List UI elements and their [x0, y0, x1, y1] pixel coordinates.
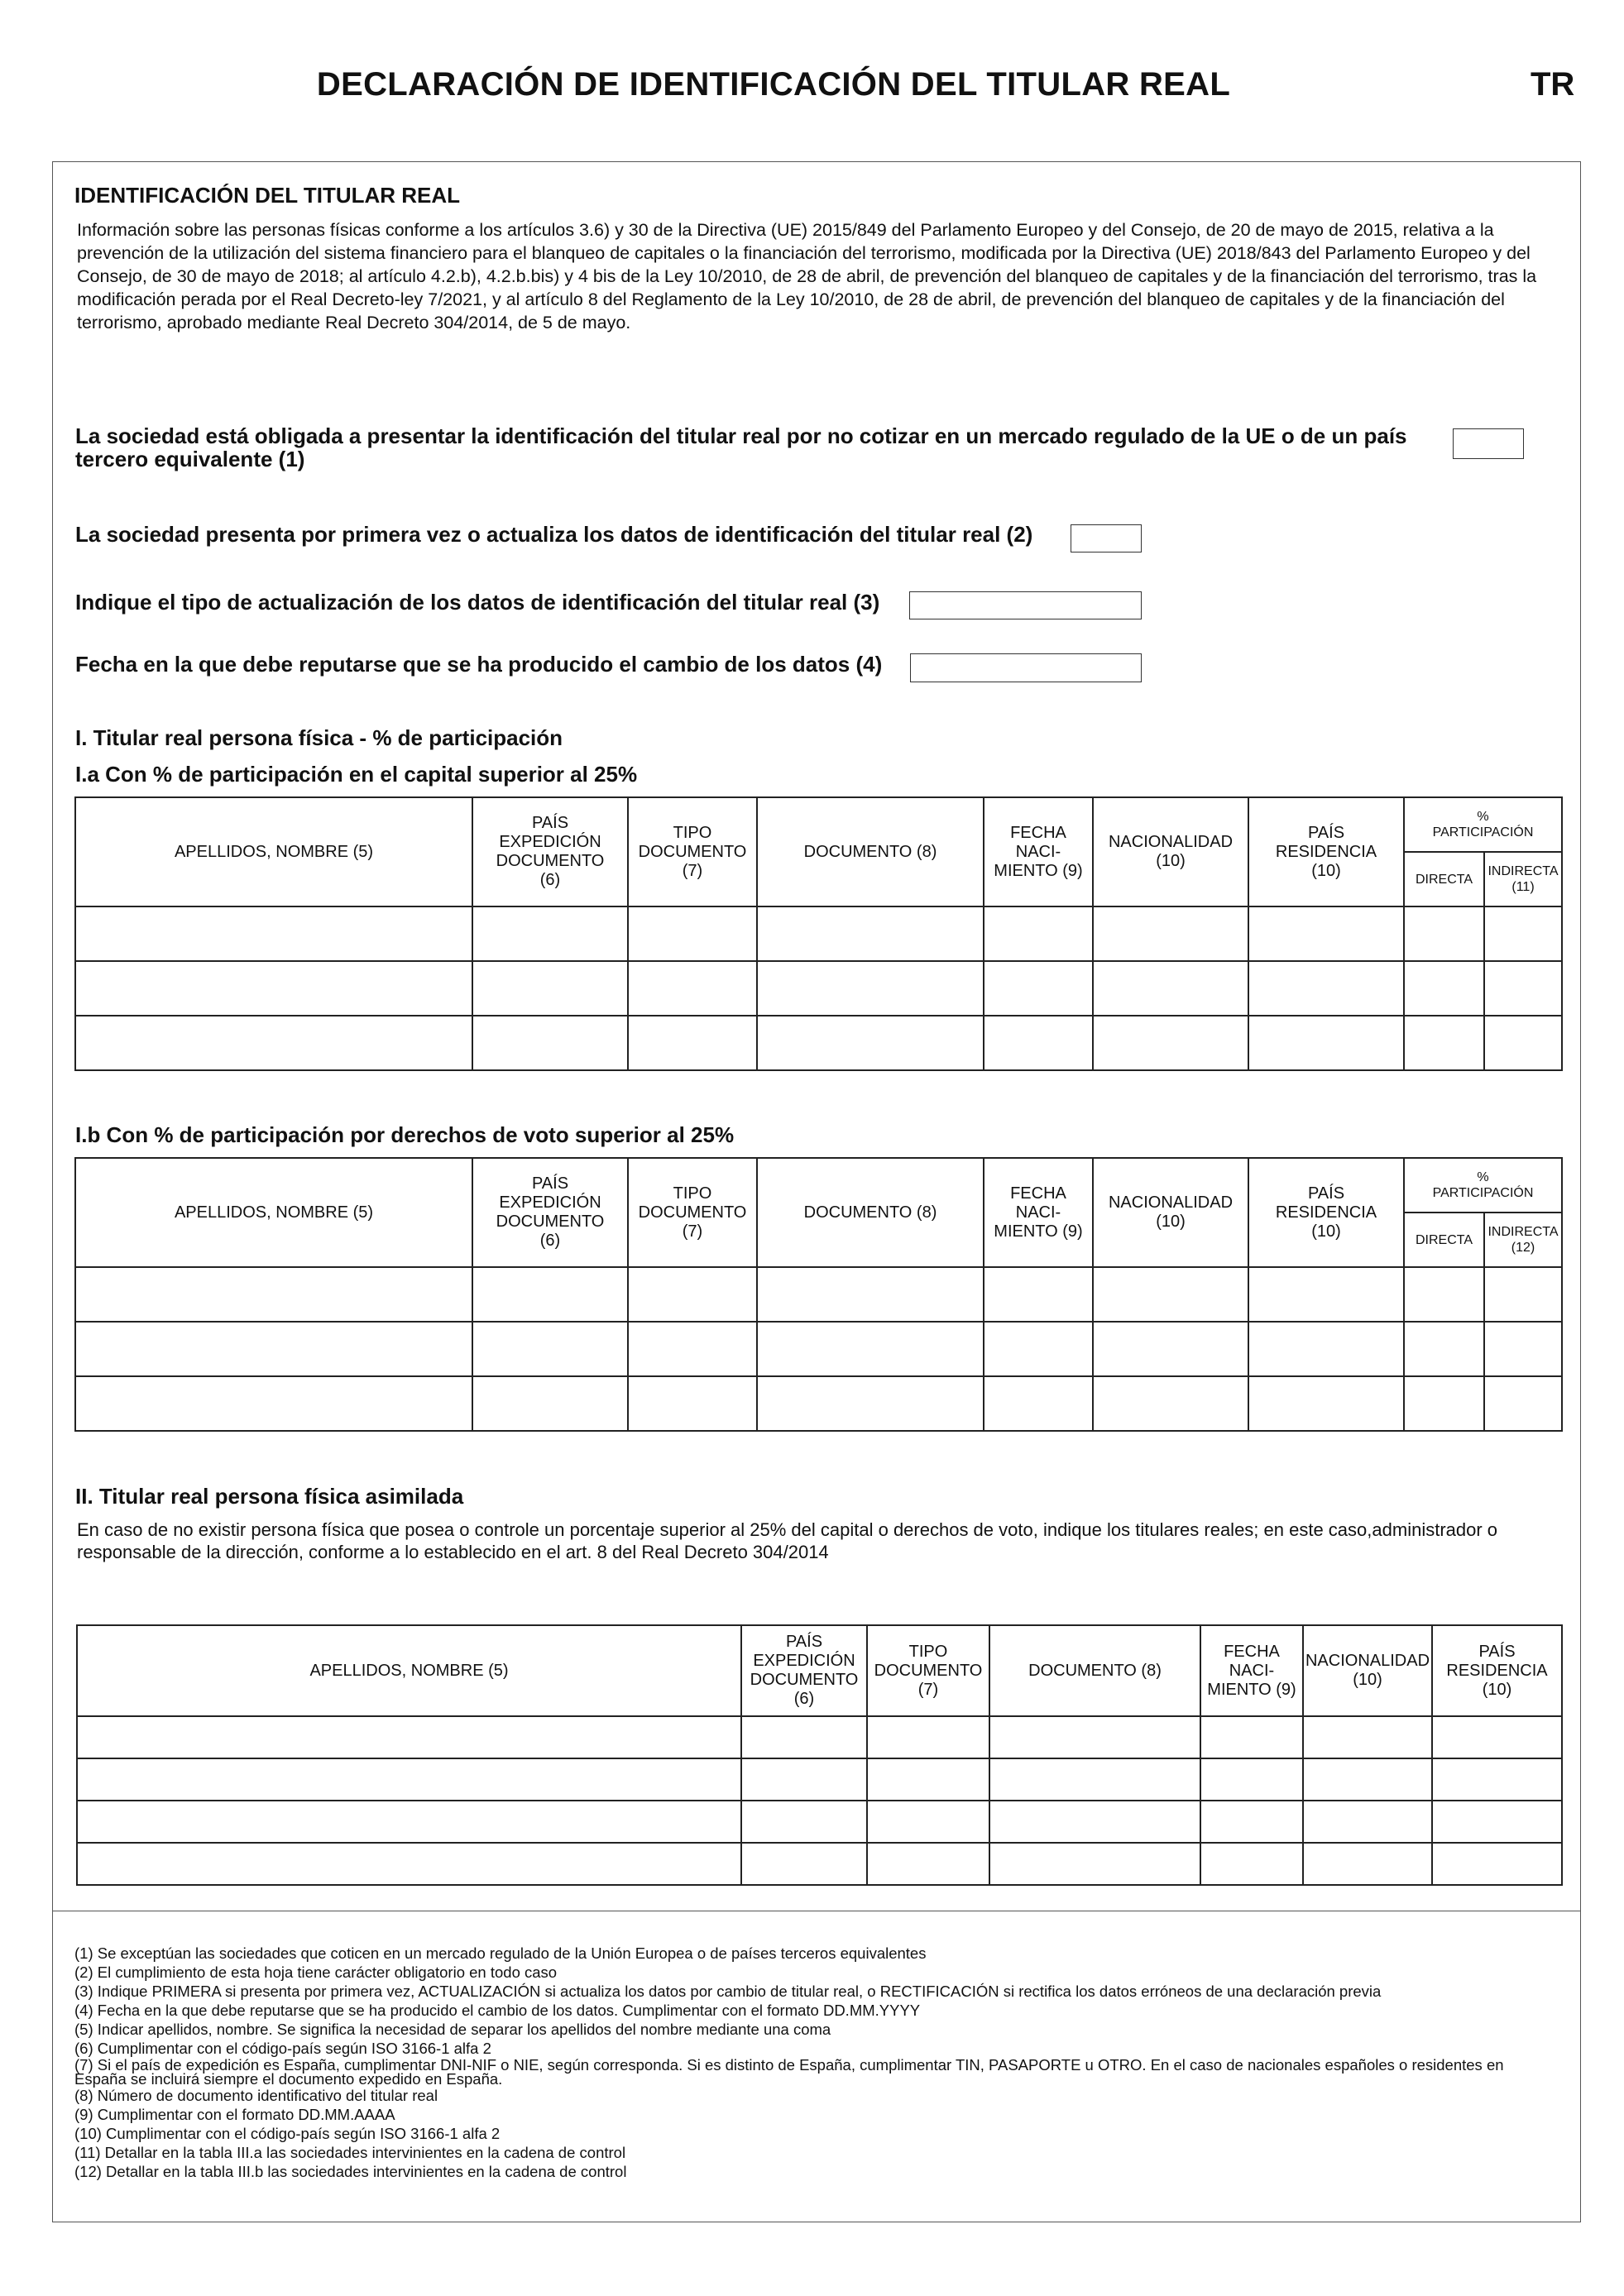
table-row[interactable]: [77, 1801, 1562, 1843]
question-1: La sociedad está obligada a presentar la identificación del titular real por no cotizar en un mercado regulado de la UE o de un país tercero equivalente (1): [75, 423, 1407, 471]
col-documento: DOCUMENTO (8): [757, 1158, 984, 1267]
intro-text: Información sobre las personas físicas conforme a los artículos 3.6) y 30 de la Directiva (UE) 2015/849 del Parlamento Europeo y del Consejo, de 20 de mayo de 2015, relativa a la prevención de la utilización del sistema financiero para el blanqueo de capitales o la financiación del terrorismo, modificada por la Directiva (UE) 2018/843 del Parlamento Europeo y del Consejo, de 30 de mayo de 2018; al artículo 4.2.b), 4.2.b.bis) y 4 bis de la Ley 10/2010, de 28 de abril, de prevención del blanqueo de capitales y de la financiación del terrorismo, tras la modificación perada por el Real Decreto-ley 7/2021, y al artículo 8 del Reglamento de la Ley 10/2010, de 28 de abril, de prevención del blanqueo de capitales y de la financiación del terrorismo, aprobado mediante Real Decreto 304/2014, de 5 de mayo.: [77, 220, 1537, 332]
table-ia: [74, 796, 1563, 1071]
footnote: (5) Indicar apellidos, nombre. Se significa la necesidad de separar los apellidos del nombre mediante una coma: [74, 2021, 831, 2038]
col-fecha-nacimiento: FECHA NACI- MIENTO (9): [1200, 1625, 1303, 1716]
col-apellidos: APELLIDOS, NOMBRE (5): [77, 1625, 741, 1716]
question-1-input[interactable]: [1453, 428, 1524, 459]
col-tipo-documento: TIPO DOCUMENTO (7): [628, 1158, 757, 1267]
section-ib-title: I.b Con % de participación por derechos de voto superior al 25%: [75, 1122, 735, 1147]
question-4: Fecha en la que debe reputarse que se ha producido el cambio de los datos (4): [75, 652, 883, 677]
footnote: (2) El cumplimiento de esta hoja tiene carácter obligatorio en todo caso: [74, 1964, 558, 1981]
footnote: (11) Detallar en la tabla III.a las sociedades intervinientes en la cadena de control: [74, 2144, 626, 2161]
table-row[interactable]: [77, 1843, 1562, 1885]
document-code: TR: [1531, 66, 1575, 103]
section-ii-text: En caso de no existir persona física que posea o controle un porcentaje superior al 25% del capital o derechos de voto, indique los titulares reales; en este caso,administrador o responsable de la dirección, conforme a lo establecido en el art. 8 del Real Decreto 304/2014: [77, 1519, 1498, 1562]
footnote: (9) Cumplimentar con el formato DD.MM.AAAA: [74, 2106, 395, 2123]
col-tipo-documento: TIPO DOCUMENTO (7): [867, 1625, 989, 1716]
question-3: Indique el tipo de actualización de los datos de identificación del titular real (3): [75, 590, 880, 615]
table-ib: [74, 1157, 1563, 1432]
col-documento: DOCUMENTO (8): [757, 797, 984, 906]
col-pais-residencia: PAÍS RESIDENCIA (10): [1432, 1625, 1562, 1716]
footnote: (6) Cumplimentar con el código-país según ISO 3166-1 alfa 2: [74, 2040, 491, 2057]
col-indirecta: INDIRECTA (11): [1484, 852, 1562, 906]
col-pais-residencia: PAÍS RESIDENCIA (10): [1248, 797, 1404, 906]
col-fecha-nacimiento: FECHA NACI- MIENTO (9): [984, 1158, 1093, 1267]
footnote: (3) Indique PRIMERA si presenta por primera vez, ACTUALIZACIÓN si actualiza los datos por cambio de titular real, o RECTIFICACIÓN si rectifica los datos erróneos de una declaración previa: [74, 1983, 1382, 2000]
section-i-title: I. Titular real persona física - % de participación: [75, 725, 563, 750]
col-nacionalidad: NACIONALIDAD (10): [1303, 1625, 1432, 1716]
table-row[interactable]: [75, 1376, 1562, 1431]
col-nacionalidad: NACIONALIDAD (10): [1093, 797, 1248, 906]
question-2-input[interactable]: [1071, 524, 1142, 552]
document-title: DECLARACIÓN DE IDENTIFICACIÓN DEL TITULAR REAL: [316, 66, 1231, 103]
table-row[interactable]: [77, 1716, 1562, 1758]
footnote: (7) Si el país de expedición es España, cumplimentar DNI-NIF o NIE, según corresponda. Si es distinto de España, cumplimentar TIN, PASAPORTE u OTRO. En el caso de nacionales españoles o residentes en España se incluirá siempre el documento expedido en España.: [74, 2056, 1504, 2088]
col-apellidos: APELLIDOS, NOMBRE (5): [75, 797, 472, 906]
section-ii-title: II. Titular real persona física asimilada: [75, 1484, 464, 1509]
table-row[interactable]: [75, 1267, 1562, 1322]
question-3-input[interactable]: [909, 591, 1142, 619]
col-pais-residencia: PAÍS RESIDENCIA (10): [1248, 1158, 1404, 1267]
col-participacion: % PARTICIPACIÓN: [1404, 1158, 1562, 1213]
footnote: (12) Detallar en la tabla III.b las sociedades intervinientes en la cadena de control: [74, 2163, 627, 2180]
table-row[interactable]: [75, 1322, 1562, 1376]
section-ia-title: I.a Con % de participación en el capital superior al 25%: [75, 762, 638, 787]
footnote: (10) Cumplimentar con el código-país según ISO 3166-1 alfa 2: [74, 2125, 501, 2142]
footnote: (8) Número de documento identificativo del titular real: [74, 2087, 438, 2104]
col-fecha-nacimiento: FECHA NACI- MIENTO (9): [984, 797, 1093, 906]
footnotes: [74, 1944, 1564, 2181]
col-tipo-documento: TIPO DOCUMENTO (7): [628, 797, 757, 906]
table-row[interactable]: [75, 1016, 1562, 1070]
col-apellidos: APELLIDOS, NOMBRE (5): [75, 1158, 472, 1267]
col-participacion: % PARTICIPACIÓN: [1404, 797, 1562, 852]
table-ii: [76, 1624, 1563, 1886]
question-4-input[interactable]: [910, 653, 1142, 682]
col-documento: DOCUMENTO (8): [989, 1625, 1200, 1716]
table-row[interactable]: [77, 1758, 1562, 1801]
footnote: (1) Se exceptúan las sociedades que coticen en un mercado regulado de la Unión Europea o de países terceros equivalentes: [74, 1944, 927, 1962]
col-pais-expedicion: PAÍS EXPEDICIÓN DOCUMENTO (6): [472, 797, 628, 906]
table-row[interactable]: [75, 961, 1562, 1016]
section-id-title: IDENTIFICACIÓN DEL TITULAR REAL: [74, 183, 461, 208]
col-indirecta: INDIRECTA (12): [1484, 1213, 1562, 1267]
col-nacionalidad: NACIONALIDAD (10): [1093, 1158, 1248, 1267]
table-row[interactable]: [75, 906, 1562, 961]
col-pais-expedicion: PAÍS EXPEDICIÓN DOCUMENTO (6): [472, 1158, 628, 1267]
col-directa: DIRECTA: [1404, 852, 1484, 906]
footnote: (4) Fecha en la que debe reputarse que se ha producido el cambio de los datos. Cumplimentar con el formato DD.MM.YYYY: [74, 2002, 921, 2019]
col-pais-expedicion: PAÍS EXPEDICIÓN DOCUMENTO (6): [741, 1625, 867, 1716]
col-directa: DIRECTA: [1404, 1213, 1484, 1267]
question-2: La sociedad presenta por primera vez o actualiza los datos de identificación del titular real (2): [75, 522, 1033, 547]
